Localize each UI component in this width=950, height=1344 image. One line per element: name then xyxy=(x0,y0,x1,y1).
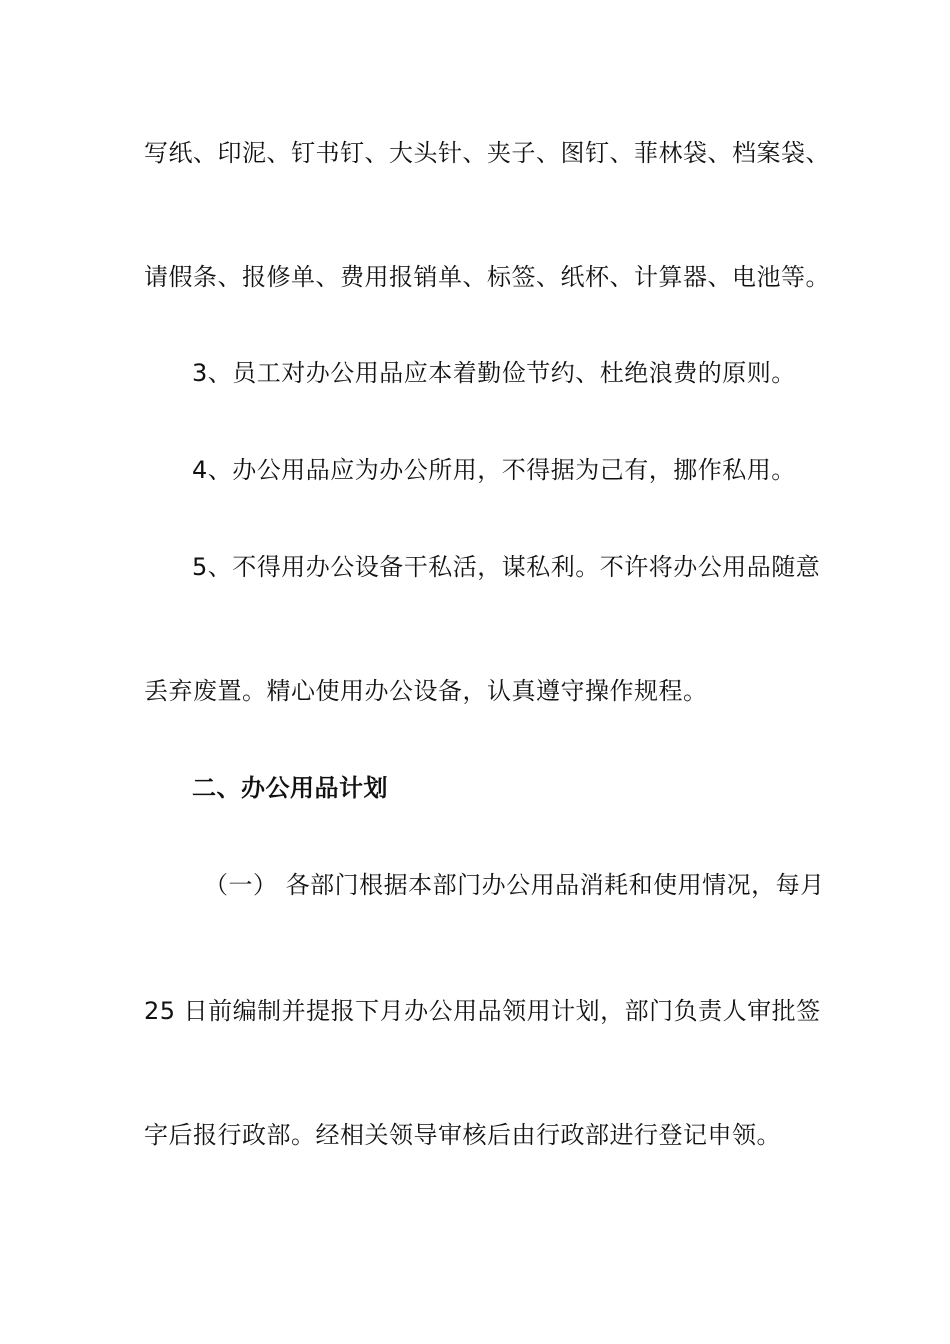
paragraph-line: 25 日前编制并提报下月办公用品领用计划，部门负责人审批签 xyxy=(144,997,821,1025)
paragraph-line: 写纸、印泥、钉书钉、大头针、夹子、图钉、菲林袋、档案袋、 xyxy=(144,139,830,167)
rule-item-4: 4、办公用品应为办公所用，不得据为己有，挪作私用。 xyxy=(192,456,796,484)
rule-item-3: 3、员工对办公用品应本着勤俭节约、杜绝浪费的原则。 xyxy=(192,359,796,387)
paragraph-line: 请假条、报修单、费用报销单、标签、纸杯、计算器、电池等。 xyxy=(144,263,830,291)
rule-item-5: 5、不得用办公设备干私活，谋私利。不许将办公用品随意 xyxy=(192,553,821,581)
subsection-item-1: （一） 各部门根据本部门办公用品消耗和使用情况，每月 xyxy=(204,871,825,899)
section-heading: 二、办公用品计划 xyxy=(192,774,388,802)
paragraph-line: 丢弃废置。精心使用办公设备，认真遵守操作规程。 xyxy=(144,677,708,705)
paragraph-line: 字后报行政部。经相关领导审核后由行政部进行登记申领。 xyxy=(144,1121,781,1149)
